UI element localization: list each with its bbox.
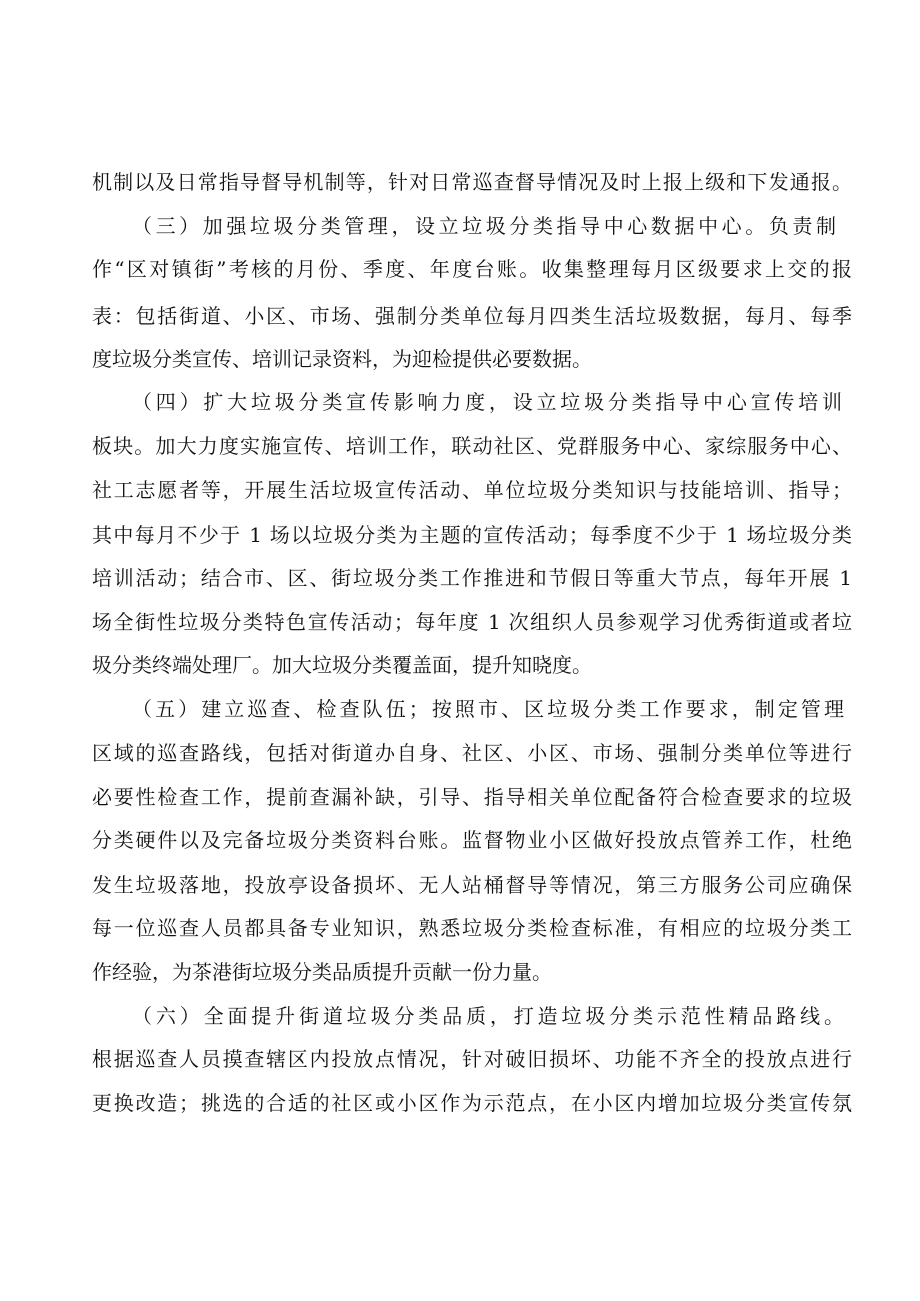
text-line: 必要性检查工作，提前查漏补缺，引导、指导相关单位配备符合检查要求的垃圾: [92, 785, 852, 809]
text-line: 圾分类终端处理厂。加大垃圾分类覆盖面，提升知晓度。: [92, 653, 592, 677]
paragraph-heading-5: （五）建立巡查、检查队伍；按照市、区垃圾分类工作要求，制定管理: [132, 697, 844, 721]
paragraph-heading-6: （六）全面提升街道垃圾分类品质，打造垃圾分类示范性精品路线。: [132, 1004, 844, 1028]
text-line: 板块。加大力度实施宣传、培训工作，联动社区、党群服务中心、家综服务中心、: [92, 434, 852, 458]
text-line: 分类硬件以及完备垃圾分类资料台账。监督物业小区做好投放点管养工作，杜绝: [92, 828, 852, 852]
text-line: 区域的巡查路线，包括对街道办自身、社区、小区、市场、强制分类单位等进行: [92, 741, 852, 765]
text-line: 根据巡查人员摸查辖区内投放点情况，针对破旧损坏、功能不齐全的投放点进行: [92, 1047, 852, 1071]
text-line: 社工志愿者等，开展生活垃圾宣传活动、单位垃圾分类知识与技能培训、指导；: [92, 478, 852, 502]
text-line: 场全街性垃圾分类特色宣传活动；每年度 1 次组织人员参观学习优秀街道或者垃: [92, 610, 852, 634]
text-line: 作“区对镇街”考核的月份、季度、年度台账。收集整理每月区级要求上交的报: [92, 257, 852, 281]
text-line: 其中每月不少于 1 场以垃圾分类为主题的宣传活动；每季度不少于 1 场垃圾分类: [92, 523, 852, 547]
text-line: 表：包括街道、小区、市场、强制分类单位每月四类生活垃圾数据，每月、每季: [92, 304, 852, 328]
text-line: 每一位巡查人员都具备专业知识，熟悉垃圾分类检查标准，有相应的垃圾分类工: [92, 916, 852, 940]
text-line: 作经验，为茶港街垃圾分类品质提升贡献一份力量。: [92, 960, 552, 984]
text-line: 发生垃圾落地，投放亭设备损坏、无人站桶督导等情况，第三方服务公司应确保: [92, 873, 852, 897]
text-line: 度垃圾分类宣传、培训记录资料，为迎检提供必要数据。: [92, 347, 592, 371]
paragraph-heading-4: （四）扩大垃圾分类宣传影响力度，设立垃圾分类指导中心宣传培训: [132, 390, 842, 414]
paragraph-heading-3: （三）加强垃圾分类管理，设立垃圾分类指导中心数据中心。负责制: [132, 214, 836, 238]
text-line: 机制以及日常指导督导机制等，针对日常巡查督导情况及时上报上级和下发通报。: [92, 170, 852, 194]
text-line: 更换改造；挑选的合适的社区或小区作为示范点，在小区内增加垃圾分类宣传氛: [92, 1091, 852, 1115]
text-line: 培训活动；结合市、区、街垃圾分类工作推进和节假日等重大节点，每年开展 1: [92, 566, 852, 590]
